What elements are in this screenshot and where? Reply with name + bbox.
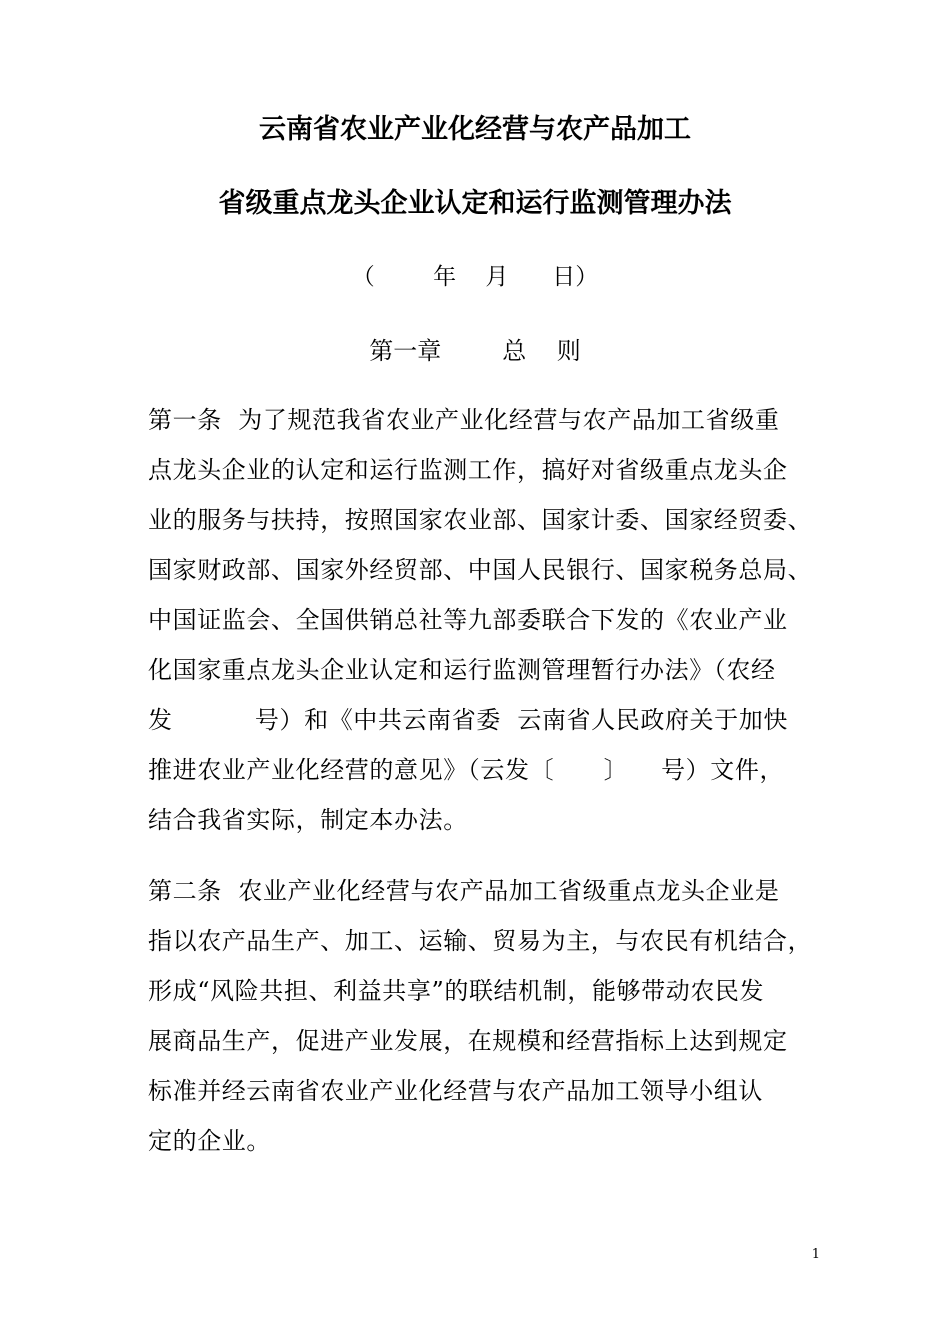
article-2 <box>148 866 818 1166</box>
article-line: 定的企业。 <box>148 1127 271 1155</box>
article-line: 展商品生产，促进产业发展，在规模和经营指标上达到规定 <box>148 1027 788 1055</box>
article-line: 形成“风险共担、利益共享”的联结机制，能够带动农民发 <box>148 977 765 1005</box>
article-line: 推进农业产业化经营的意见》（云发〔 〕 号）文件， <box>148 756 785 784</box>
page-number: 1 <box>811 1247 820 1262</box>
article-line: 发 号）和《中共云南省委 云南省人民政府关于加快 <box>148 706 788 734</box>
article-line: 国家财政部、国家外经贸部、中国人民银行、国家税务总局、 <box>148 556 813 584</box>
article-line: 中国证监会、全国供销总社等九部委联合下发的《农业产业 <box>148 606 788 634</box>
article-line: 业的服务与扶持，按照国家农业部、国家计委、国家经贸委、 <box>148 506 813 534</box>
article-line: 指以农产品生产、加工、运输、贸易为主，与农民有机结合， <box>148 927 813 955</box>
document-title-line-2: 省级重点龙头企业认定和运行监测管理办法 <box>218 188 732 219</box>
article-line: 结合我省实际，制定本办法。 <box>148 806 468 834</box>
article-1 <box>148 395 818 845</box>
document-title-line-1: 云南省农业产业化经营与农产品加工 <box>259 114 691 145</box>
article-line: 第二条 农业产业化经营与农产品加工省级重点龙头企业是 <box>148 877 780 905</box>
chapter-heading: 第一章 总 则 <box>369 337 581 365</box>
date-line: （ 年 月 日） <box>351 264 599 290</box>
article-line: 点龙头企业的认定和运行监测工作，搞好对省级重点龙头企 <box>148 456 788 484</box>
article-line: 第一条 为了规范我省农业产业化经营与农产品加工省级重 <box>148 406 780 434</box>
article-line: 标准并经云南省农业产业化经营与农产品加工领导小组认 <box>148 1077 763 1105</box>
article-line: 化国家重点龙头企业认定和运行监测管理暂行办法》（农经 <box>148 656 776 684</box>
